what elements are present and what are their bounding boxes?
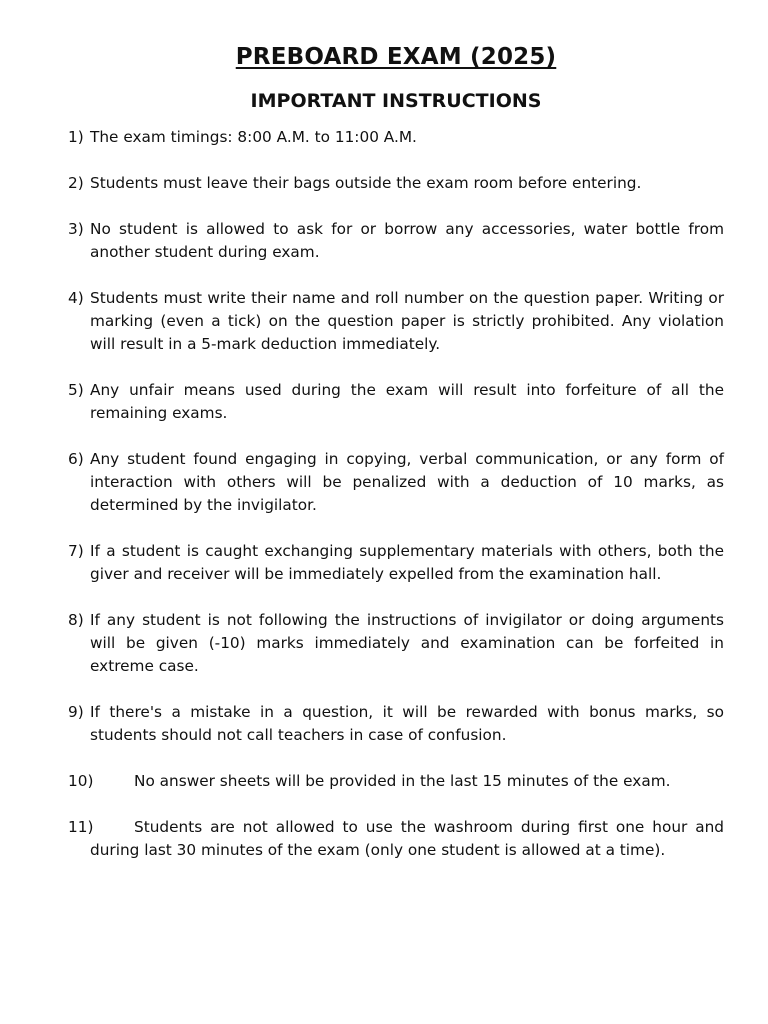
instruction-text: The exam timings: 8:00 A.M. to 11:00 A.M. [90,128,417,146]
instruction-item [68,448,724,517]
instruction-text: If any student is not following the instructions of invigilator or doing arguments will be given (-10) marks immediately and examination can be forfeited in extreme case. [90,611,724,675]
instruction-text: Any unfair means used during the exam will result into forfeiture of all the remaining exams. [90,381,724,422]
instruction-text: If a student is caught exchanging supplementary materials with others, both the giver and receiver will be immediately expelled from the examination hall. [90,542,724,583]
instruction-text: If there's a mistake in a question, it will be rewarded with bonus marks, so students should not call teachers in case of confusion. [90,703,724,744]
instruction-item [68,172,724,195]
instruction-item [68,218,724,264]
instruction-number: 2) [68,174,84,192]
instruction-text: Students must leave their bags outside the exam room before entering. [90,174,642,192]
instruction-item [68,816,724,862]
page-subtitle: IMPORTANT INSTRUCTIONS [250,90,542,112]
instruction-item [68,540,724,586]
instruction-item [68,701,724,747]
instruction-number: 8) [68,611,84,629]
instruction-item [68,379,724,425]
instruction-item [68,609,724,678]
instruction-number: 10) [68,772,94,790]
instruction-number: 3) [68,220,84,238]
instruction-number: 11) [68,818,94,836]
instruction-number: 5) [68,381,84,399]
instruction-text: Students must write their name and roll number on the question paper. Writing or marking (even a tick) on the question paper is strictly prohibited. Any violation will result in a 5-mark deduction immediately. [90,289,724,353]
instruction-item [68,287,724,356]
page-title: PREBOARD EXAM (2025) [235,44,557,70]
instruction-text: No answer sheets will be provided in the last 15 minutes of the exam. [134,772,671,790]
instruction-number: 7) [68,542,84,560]
instruction-text: Students are not allowed to use the washroom during first one hour and during last 30 minutes of the exam (only one student is allowed at a time). [90,818,724,859]
instruction-number: 4) [68,289,84,307]
instructions-list [68,126,724,862]
instruction-text: Any student found engaging in copying, verbal communication, or any form of interaction with others will be penalized with a deduction of 10 marks, as determined by the invigilator. [90,450,724,514]
instruction-item [68,126,724,149]
instruction-number: 1) [68,128,84,146]
instruction-text: No student is allowed to ask for or borrow any accessories, water bottle from another student during exam. [90,220,724,261]
instruction-number: 9) [68,703,84,721]
instruction-item [68,770,724,793]
instruction-number: 6) [68,450,84,468]
